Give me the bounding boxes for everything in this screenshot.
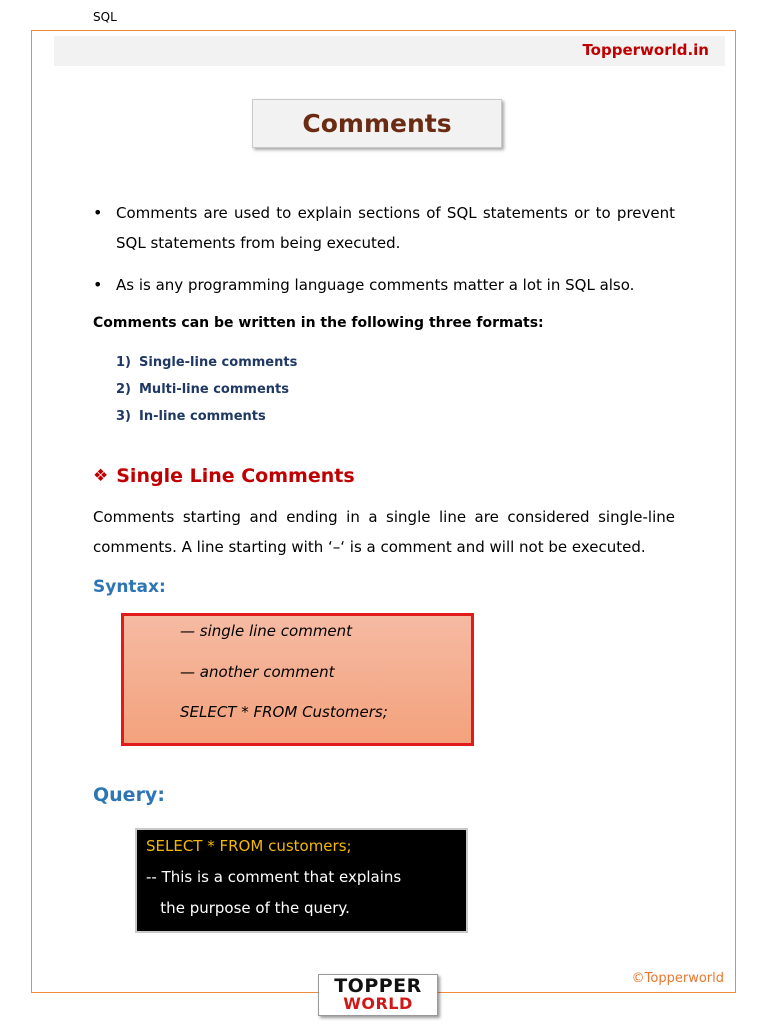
bullet-item: • Comments are used to explain sections of SQL statements or to prevent SQL statements from being executed. xyxy=(93,198,675,258)
brand-link[interactable]: Topperworld.in xyxy=(582,41,709,59)
bullet-item: • As is any programming language comments matter a lot in SQL also. xyxy=(93,270,675,300)
format-item-single-line xyxy=(116,352,297,379)
topperworld-logo xyxy=(318,974,438,1016)
intro-bullet-list xyxy=(93,198,675,312)
section-heading-text: Single Line Comments xyxy=(116,465,355,487)
query-line: SELECT * FROM customers; xyxy=(146,837,352,855)
section-heading xyxy=(93,465,355,487)
syntax-label: Syntax: xyxy=(93,577,166,597)
query-label: Query: xyxy=(93,784,165,806)
syntax-line: — single line comment xyxy=(180,622,353,640)
format-number: 3) xyxy=(116,409,131,424)
logo-top-text: TOPPER xyxy=(334,975,422,997)
format-item-multi-line xyxy=(116,379,297,406)
format-label: Single-line comments xyxy=(139,355,298,370)
syntax-line: — another comment xyxy=(180,663,335,681)
page-title: Comments xyxy=(252,99,502,148)
query-comment-line: -- This is a comment that explains xyxy=(146,868,402,886)
logo-bottom-text: WORLD xyxy=(343,994,413,1013)
query-code-box xyxy=(135,828,468,933)
diamond-bullet-icon: ❖ xyxy=(93,466,109,486)
syntax-line: SELECT * FROM Customers; xyxy=(180,703,388,721)
section-paragraph: Comments starting and ending in a single line are considered single-line comments. A line starting with ‘–‘ is a comment and will not be executed. xyxy=(93,508,675,556)
format-number: 1) xyxy=(116,355,131,370)
copyright-text: ©Topperworld xyxy=(631,971,724,986)
format-label: Multi-line comments xyxy=(139,382,289,397)
syntax-code-box xyxy=(121,613,474,746)
formats-list xyxy=(116,352,297,433)
format-number: 2) xyxy=(116,382,131,397)
format-item-in-line xyxy=(116,406,297,433)
header-bar xyxy=(54,36,725,66)
format-label: In-line comments xyxy=(139,409,266,424)
formats-intro: Comments can be written in the following three formats: xyxy=(93,315,544,331)
running-header: SQL xyxy=(93,10,117,24)
query-comment-line: the purpose of the query. xyxy=(146,899,350,917)
